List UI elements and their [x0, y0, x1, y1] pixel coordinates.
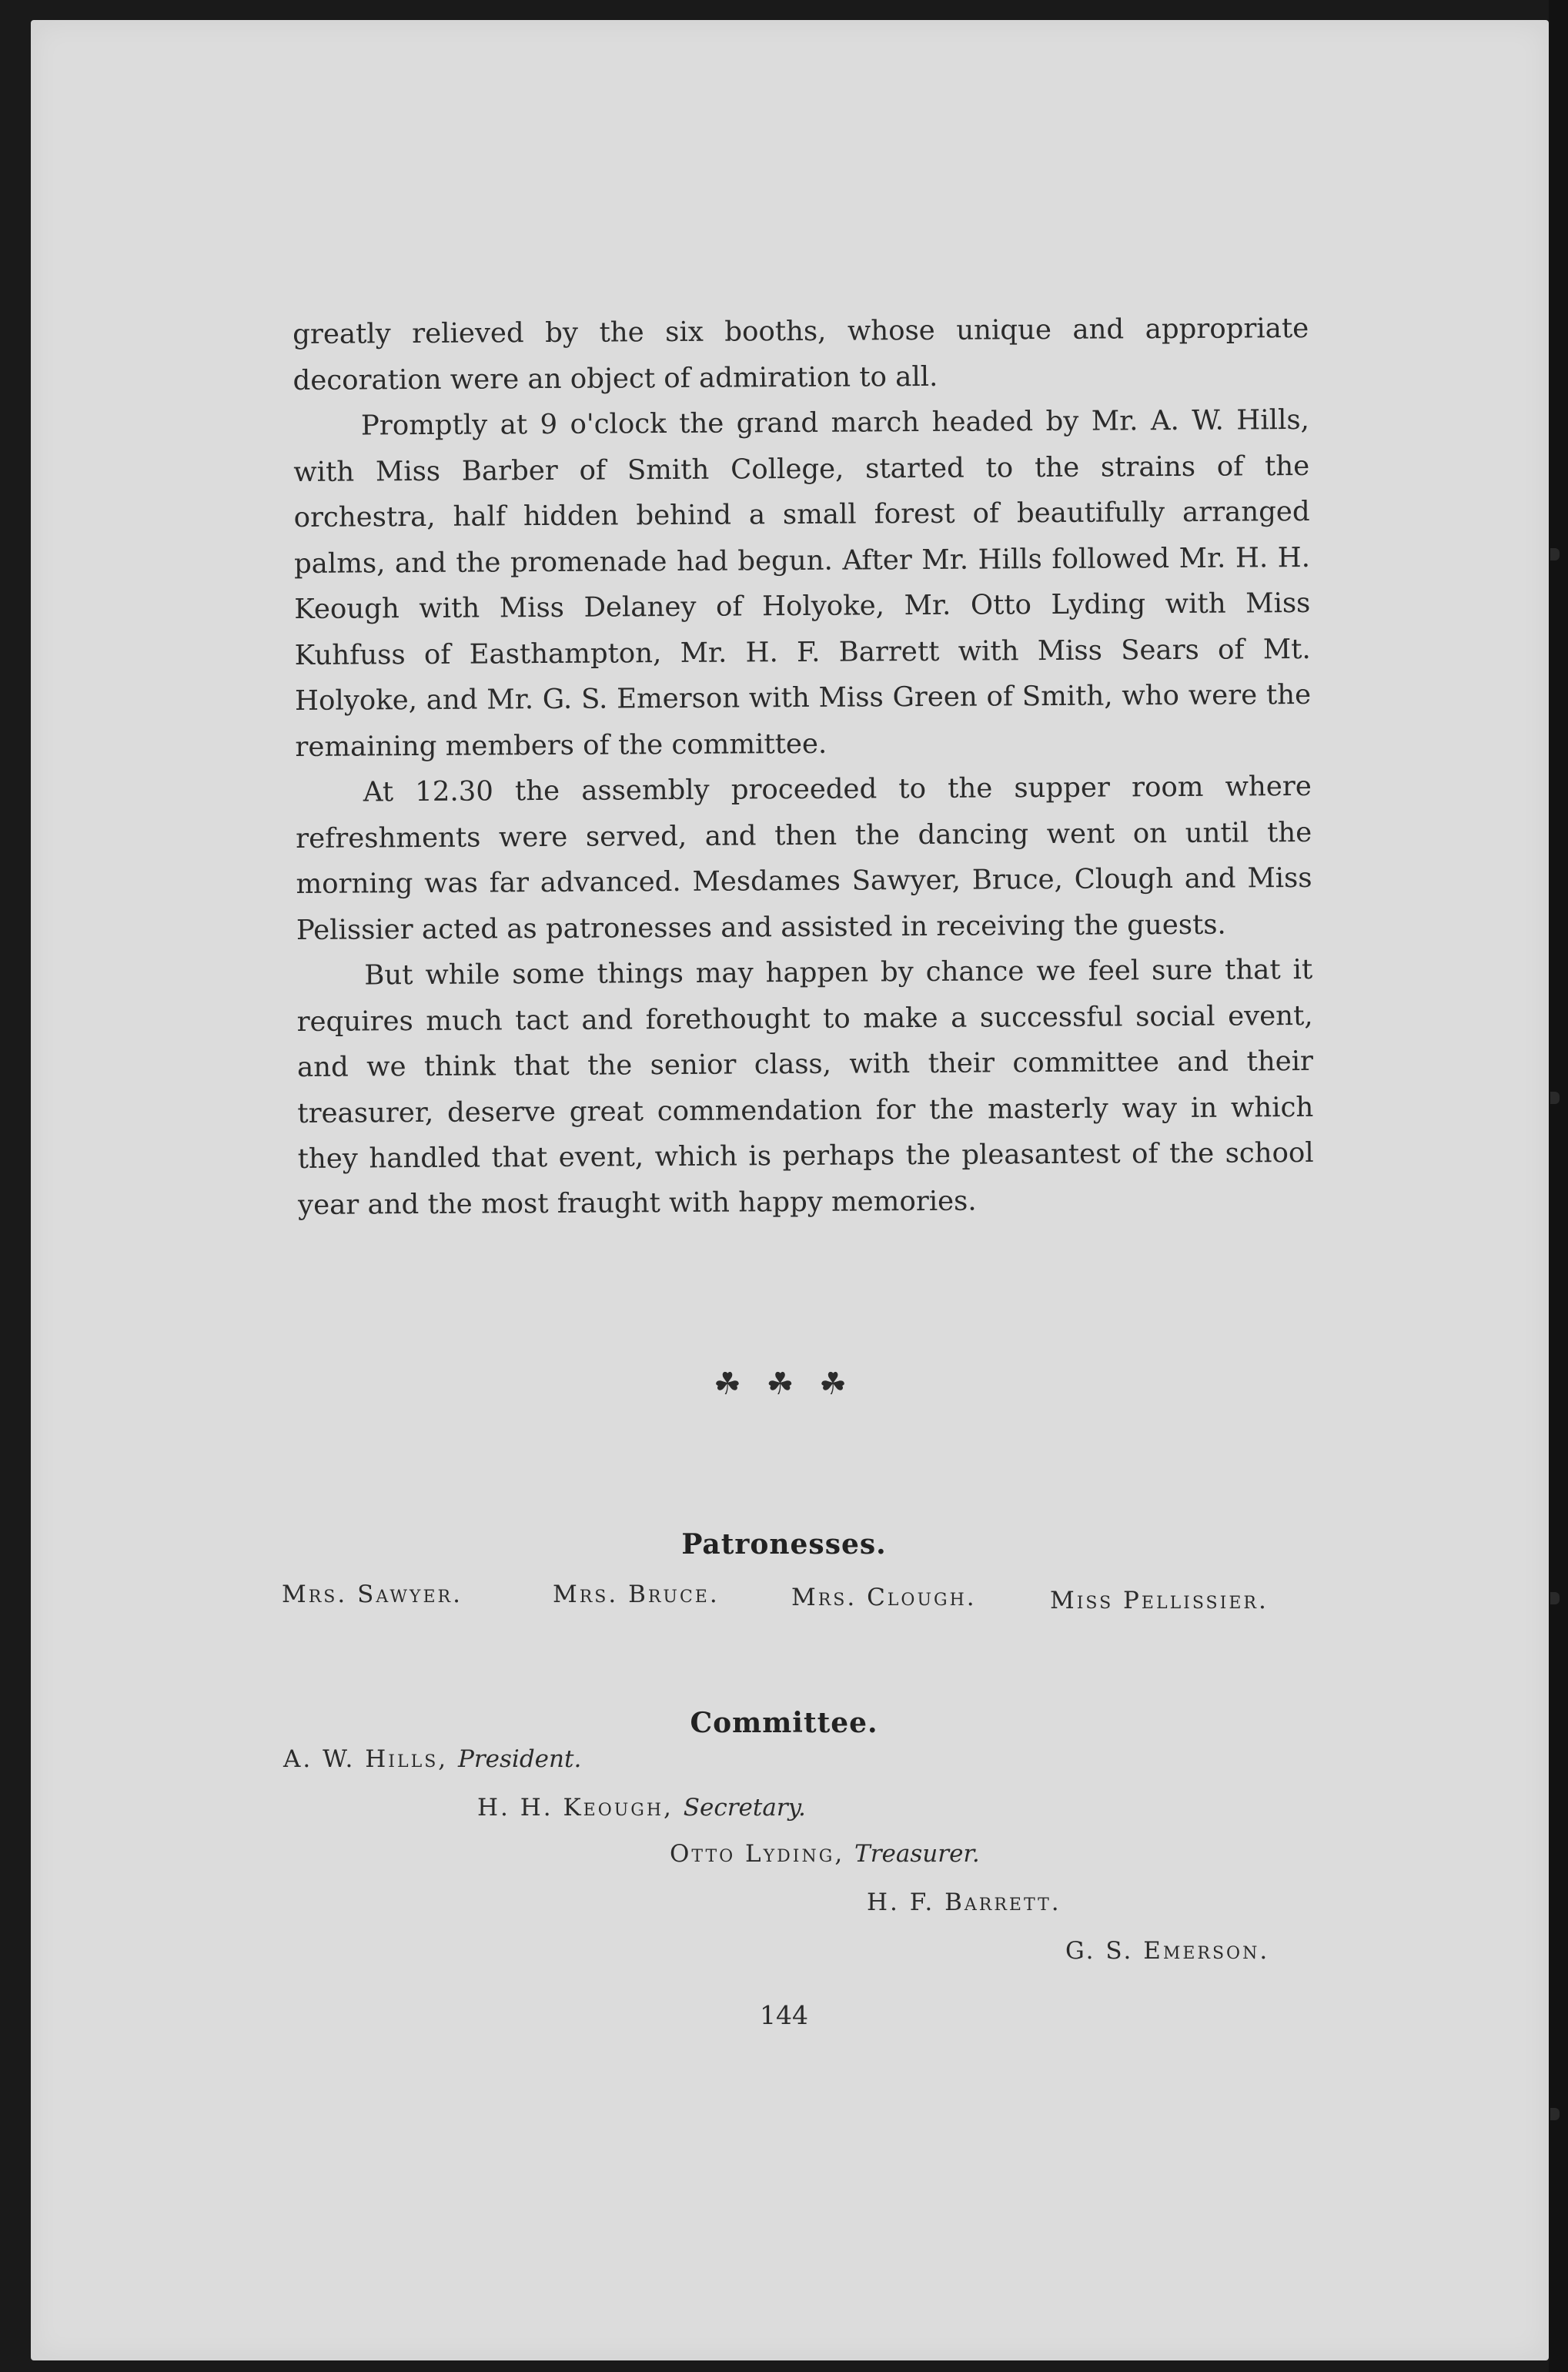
member-name: G. S. Emerson. — [1065, 1937, 1270, 1965]
page-edge-mark — [1550, 548, 1560, 560]
member-name: Otto Lyding, — [670, 1840, 845, 1868]
member-name: H. H. Keough, — [477, 1794, 674, 1822]
member-role: Treasurer. — [854, 1840, 980, 1868]
patroness-name: Mrs. Clough. — [791, 1584, 977, 1611]
patronesses-heading: Patronesses. — [681, 1528, 887, 1561]
committee-heading: Committee. — [690, 1707, 878, 1739]
article-body — [293, 306, 1314, 1228]
page-edge-mark — [1550, 1092, 1560, 1104]
paragraph-grand-march: Promptly at 9 o'clock the grand march headed by Mr. A. W. Hills, with Miss Barber of Smith College, started to the strains of the orchestra, half hidden behind a small forest of beautifully arranged palms, and the promenade had begun. After Mr. Hills followed Mr. H. H. Keough with Miss Delaney of Holyoke, Mr. Otto Lyding with Miss Kuhfuss of Easthampton, Mr. H. F. Barrett with Miss Sears of Mt. Holyoke, and Mr. G. S. Emerson with Miss Green of Smith, who were the remaining members of the committee. — [293, 403, 1312, 763]
page-number: 144 — [760, 2000, 808, 2030]
patroness-name: Mrs. Bruce. — [553, 1581, 720, 1608]
patroness-name: Mrs. Sawyer. — [282, 1581, 463, 1608]
member-name: A. W. Hills, — [283, 1745, 449, 1773]
paragraph-supper: At 12.30 the assembly proceeded to the supper room where refreshments were served, and then the dancing went on until the morning was far advanced. Mesdames Sawyer, Bruce, Clough and Miss Pelissier acted as patronesses and assisted in receiving the guests. — [296, 770, 1312, 946]
paragraph-commendation: But while some things may happen by chance we feel sure that it requires much tact and forethought to make a successful social event, and we think that the senior class, with their committee and their treasurer, deserve great commendation for the masterly way in which they handled that event, which is perhaps the pleasantest of the school year and the most fraught with happy memories. — [296, 953, 1314, 1221]
committee-member — [283, 1745, 581, 1773]
patroness-name: Miss Pellissier. — [1050, 1587, 1269, 1614]
member-role: President. — [457, 1745, 582, 1773]
paragraph-continuation: greatly relieved by the six booths, whose unique and appropriate decoration were an object of admiration to all. — [293, 312, 1309, 396]
committee-member — [1065, 1937, 1269, 1965]
section-ornament: ☘ ☘ ☘ — [713, 1367, 854, 1402]
member-role: Secretary. — [683, 1794, 806, 1822]
committee-member — [670, 1840, 980, 1868]
committee-member — [867, 1889, 1061, 1916]
committee-member — [477, 1794, 806, 1822]
page-edge-mark — [1550, 2108, 1560, 2120]
page-edge-mark — [1550, 1592, 1560, 1604]
member-name: H. F. Barrett. — [867, 1889, 1061, 1916]
